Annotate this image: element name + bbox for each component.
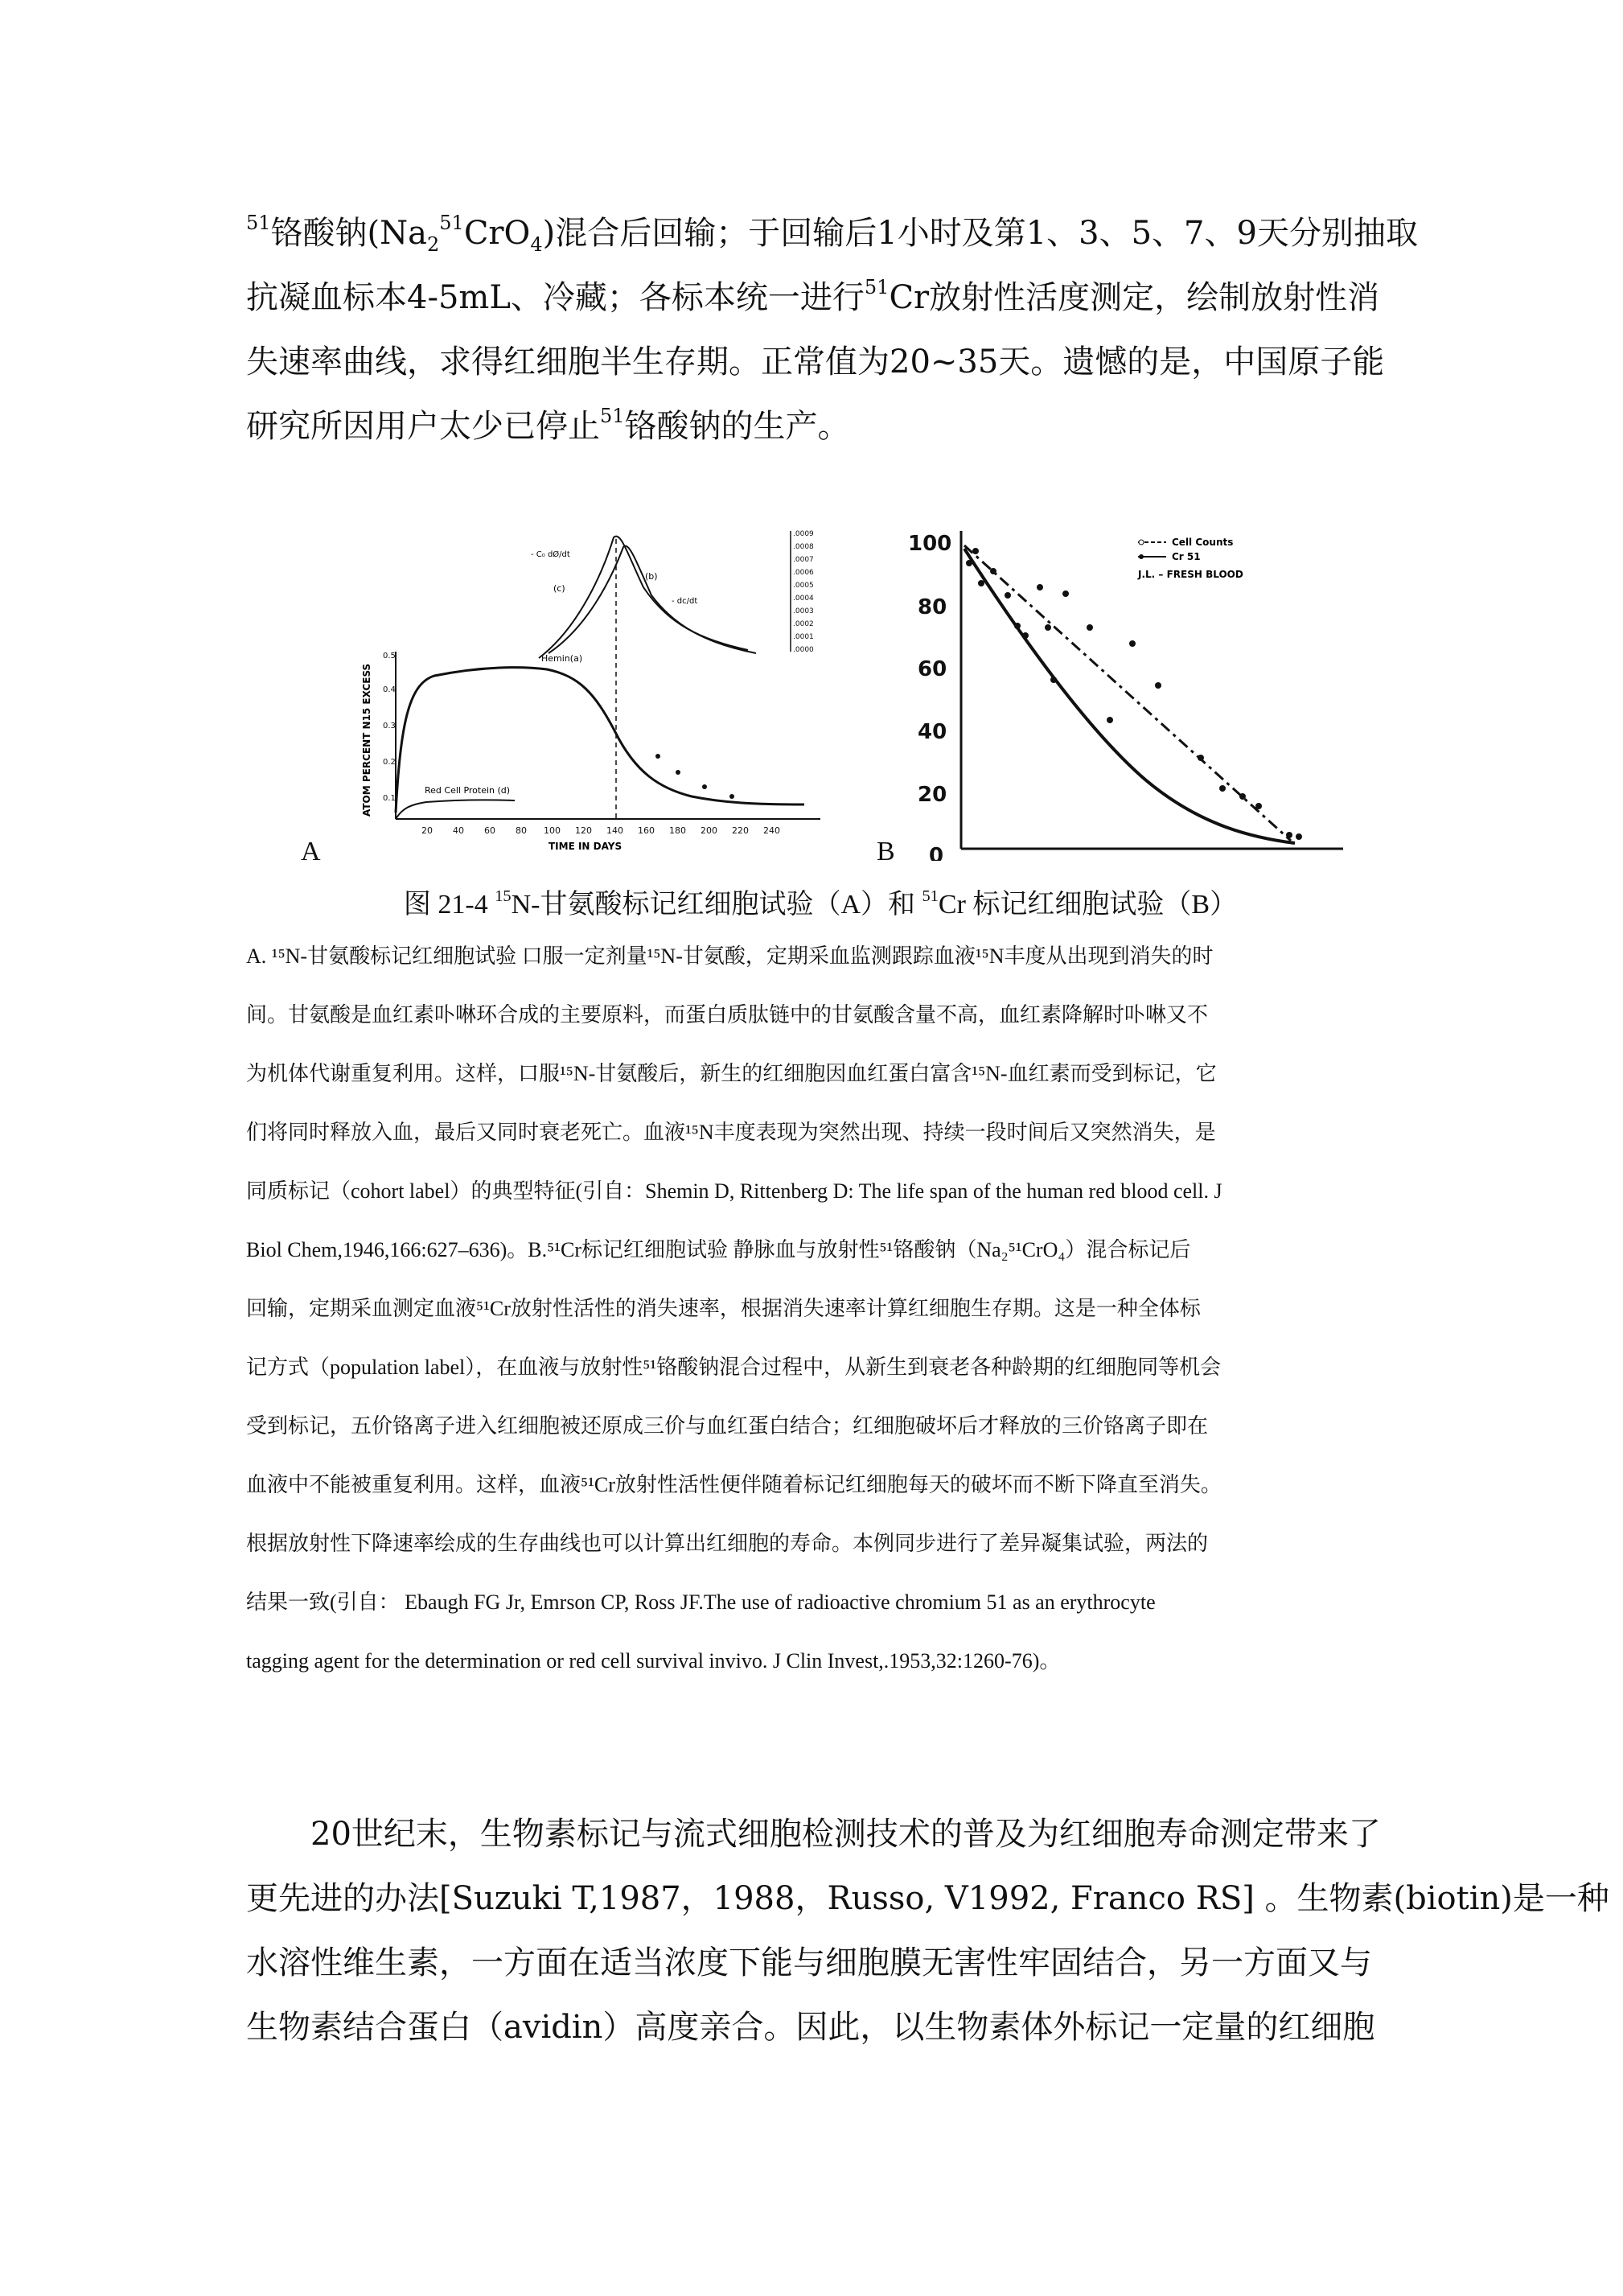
svg-text:120: 120 <box>575 825 592 836</box>
legend-cell-counts: Cell Counts <box>1172 537 1234 548</box>
svg-text:220: 220 <box>732 825 749 836</box>
svg-text:40: 40 <box>918 720 947 744</box>
svg-text:100: 100 <box>544 825 561 836</box>
chart-b-point <box>1045 624 1051 631</box>
chart-b-point <box>1014 623 1021 629</box>
svg-text:.0001: .0001 <box>793 633 814 641</box>
chart-a-ytick-05: 0.5 <box>383 652 396 660</box>
note-line: Biol Chem,1946,166:627–636)。B.⁵¹Cr标记红细胞试验 静脉血与放射性⁵¹铬酸钠（Na₂⁵¹CrO₄）混合标记后 <box>246 1238 1191 1261</box>
chart-a-point <box>729 794 734 799</box>
chart-a-label-dcdt: - dc/dt <box>672 597 698 606</box>
top-line-1: $^{51}$铬酸钠$(Na_2^{51}CrO_4)$混合后回输；于回输后1小时及第1、3、5、7、9天分别抽取 <box>246 212 1418 256</box>
chart-a-right-ticks <box>793 530 814 654</box>
chart-b-point <box>1155 682 1161 689</box>
note-line: 们将同时释放入血，最后又同时衰老死亡。血液¹⁵N丰度表现为突然出现、持续一段时间后又突然消失，是 <box>246 1121 1216 1144</box>
svg-text:.0005: .0005 <box>793 582 814 590</box>
svg-text:.0002: .0002 <box>793 620 814 628</box>
svg-text:60: 60 <box>484 825 495 836</box>
note-line: 回输，定期采血测定血液⁵¹Cr放射性活性的消失速率，根据消失速率计算红细胞生存期。这是一种全体标 <box>246 1297 1201 1320</box>
svg-text:40: 40 <box>453 825 464 836</box>
chart-b-svg <box>905 515 1355 861</box>
upper-curve-c <box>539 537 748 658</box>
note-line: 记方式（population label），在血液与放射性⁵¹铬酸钠混合过程中，从新生到衰老各种龄期的红细胞同等机会 <box>246 1356 1222 1379</box>
top-paragraph <box>246 201 1418 459</box>
bottom-paragraph <box>246 1802 1609 2059</box>
note-line: tagging agent for the determination or red cell survival invivo. J Clin Invest,.1953,32:1260-76)。 <box>246 1649 1061 1673</box>
top-line-2: 抗凝血标本4-5mL、冷藏；各标本统一进行$^{51}$Cr放射性活度测定，绘制放射性消 <box>246 276 1380 316</box>
figure-b <box>905 515 1355 861</box>
chart-b-point <box>1255 803 1262 809</box>
chart-a-ytick-01: 0.1 <box>383 794 396 803</box>
figure-note <box>246 927 1387 1690</box>
chart-a-ytick-03: 0.3 <box>383 722 396 730</box>
svg-text:60: 60 <box>918 657 947 681</box>
chart-b-legend <box>1137 537 1243 580</box>
chart-b-point <box>1087 624 1093 631</box>
svg-text:80: 80 <box>918 595 947 619</box>
figure-caption: 图 21-4 $^{15}$N-甘氨酸标记红细胞试验（A）和 $^{51}$Cr 标记红细胞试验（B） <box>403 887 1238 920</box>
chart-a-point <box>655 754 660 759</box>
bottom-line-3: 水溶性维生素，一方面在适当浓度下能与细胞膜无害性牢固结合，另一方面又与 <box>246 1944 1372 1981</box>
chart-a-point <box>702 784 707 789</box>
chart-b-point <box>1219 785 1226 792</box>
chart-b-point <box>1129 640 1136 647</box>
chart-b-point <box>972 548 979 554</box>
chart-b-point <box>966 560 972 566</box>
bottom-line-4: 生物素结合蛋白（avidin）高度亲合。因此，以生物素体外标记一定量的红细胞 <box>246 2009 1375 2046</box>
note-line: 血液中不能被重复利用。这样，血液⁵¹Cr放射性活性便伴随着标记红细胞每天的破坏而不断下降直至消失。 <box>246 1473 1222 1496</box>
chart-a-hemin-label: Hemin(a) <box>541 653 583 664</box>
chart-b-point <box>1050 677 1057 683</box>
chart-b-point <box>1022 632 1029 639</box>
legend-cr51: Cr 51 <box>1172 551 1201 562</box>
label-b: B <box>877 837 895 866</box>
chart-a-ylabel: ATOM PERCENT N15 EXCESS <box>361 663 372 817</box>
chart-a-x-ticks <box>421 825 780 836</box>
bottom-line-1: 20世纪末，生物素标记与流式细胞检测技术的普及为红细胞寿命测定带来了 <box>310 1816 1381 1853</box>
note-line: 结果一致(引自： Ebaugh FG Jr, Emrson CP, Ross JF.The use of radioactive chromium 51 as an erythrocyte <box>246 1590 1156 1614</box>
top-line-4: 研究所因用户太少已停止$^{51}$铬酸钠的生产。 <box>246 405 850 445</box>
note-line: 为机体代谢重复利用。这样，口服¹⁵N-甘氨酸后，新生的红细胞因血红蛋白富含¹⁵N-血红素而受到标记，它 <box>246 1062 1217 1085</box>
chart-b-y-ticks <box>908 532 951 861</box>
svg-text:.0007: .0007 <box>793 556 814 564</box>
svg-text:140: 140 <box>606 825 623 836</box>
svg-text:100: 100 <box>908 532 952 556</box>
note-line: 同质标记（cohort label）的典型特征(引自：Shemin D, Rittenberg D: The life span of the human red blood cell. J <box>246 1179 1222 1203</box>
legend-jl: J.L. – FRESH BLOOD <box>1138 569 1243 580</box>
top-line-3: 失速率曲线，求得红细胞半生存期。正常值为20~35天。遗憾的是，中国原子能 <box>246 344 1385 381</box>
protein-curve <box>396 800 515 819</box>
svg-text:.0006: .0006 <box>793 569 814 577</box>
label-a: A <box>301 837 321 866</box>
svg-text:200: 200 <box>701 825 717 836</box>
chart-a-protein-label: Red Cell Protein (d) <box>425 785 511 796</box>
svg-text:.0009: .0009 <box>793 530 814 538</box>
chart-a-points <box>655 754 734 799</box>
bottom-line-2: 更先进的办法[Suzuki T,1987，1988，Russo, V1992, Franco RS] 。生物素(biotin)是一种 <box>246 1880 1609 1917</box>
note-line: 根据放射性下降速率绘成的生存曲线也可以计算出红细胞的寿命。本例同步进行了差异凝集试验，两法的 <box>246 1532 1209 1555</box>
svg-text:.0008: .0008 <box>793 543 814 551</box>
chart-b-point <box>978 580 984 586</box>
chart-a-label-cdt: - C₀ dØ/dt <box>531 550 570 559</box>
chart-a-point <box>676 770 680 775</box>
chart-b-points <box>966 548 1302 840</box>
chart-b-point <box>1286 832 1292 838</box>
chart-b-point <box>1005 592 1011 599</box>
chart-b-point <box>1198 755 1204 761</box>
svg-text:20: 20 <box>918 783 947 807</box>
svg-text:.0003: .0003 <box>793 607 814 615</box>
svg-text:240: 240 <box>763 825 780 836</box>
svg-text:80: 80 <box>516 825 527 836</box>
chart-b-point <box>1037 584 1043 590</box>
svg-text:20: 20 <box>421 825 433 836</box>
chart-b-point <box>1296 833 1302 840</box>
chart-a-ytick-02: 0.2 <box>383 758 396 767</box>
note-line: A. ¹⁵N-甘氨酸标记红细胞试验 口服一定剂量¹⁵N-甘氨酸，定期采血监测跟踪血液¹⁵N丰度从出现到消失的时 <box>246 944 1214 968</box>
chart-b-point <box>1062 590 1069 597</box>
chart-b-point <box>1239 793 1246 800</box>
svg-text:0: 0 <box>929 844 944 861</box>
chart-a-ytick-04: 0.4 <box>383 685 396 694</box>
chart-b-point <box>1107 717 1113 723</box>
svg-text:160: 160 <box>638 825 655 836</box>
chart-b-point <box>990 568 996 574</box>
figure-a <box>338 483 820 861</box>
chart-a-xlabel: TIME IN DAYS <box>549 841 622 852</box>
chart-a-y-ticks <box>383 652 396 803</box>
chart-a-label-b: (b) <box>645 571 658 582</box>
note-line: 受到标记，五价铬离子进入红细胞被还原成三价与血红蛋白结合；红细胞破坏后才释放的三价铬离子即在 <box>246 1414 1209 1438</box>
chart-a-label-c: (c) <box>553 583 565 594</box>
chart-a-svg <box>338 483 820 861</box>
svg-text:180: 180 <box>669 825 686 836</box>
note-line: 间。甘氨酸是血红素卟啉环合成的主要原料，而蛋白质肽链中的甘氨酸含量不高，血红素降解时卟啉又不 <box>246 1003 1209 1027</box>
svg-text:.0000: .0000 <box>793 646 814 654</box>
svg-text:.0004: .0004 <box>793 595 814 603</box>
